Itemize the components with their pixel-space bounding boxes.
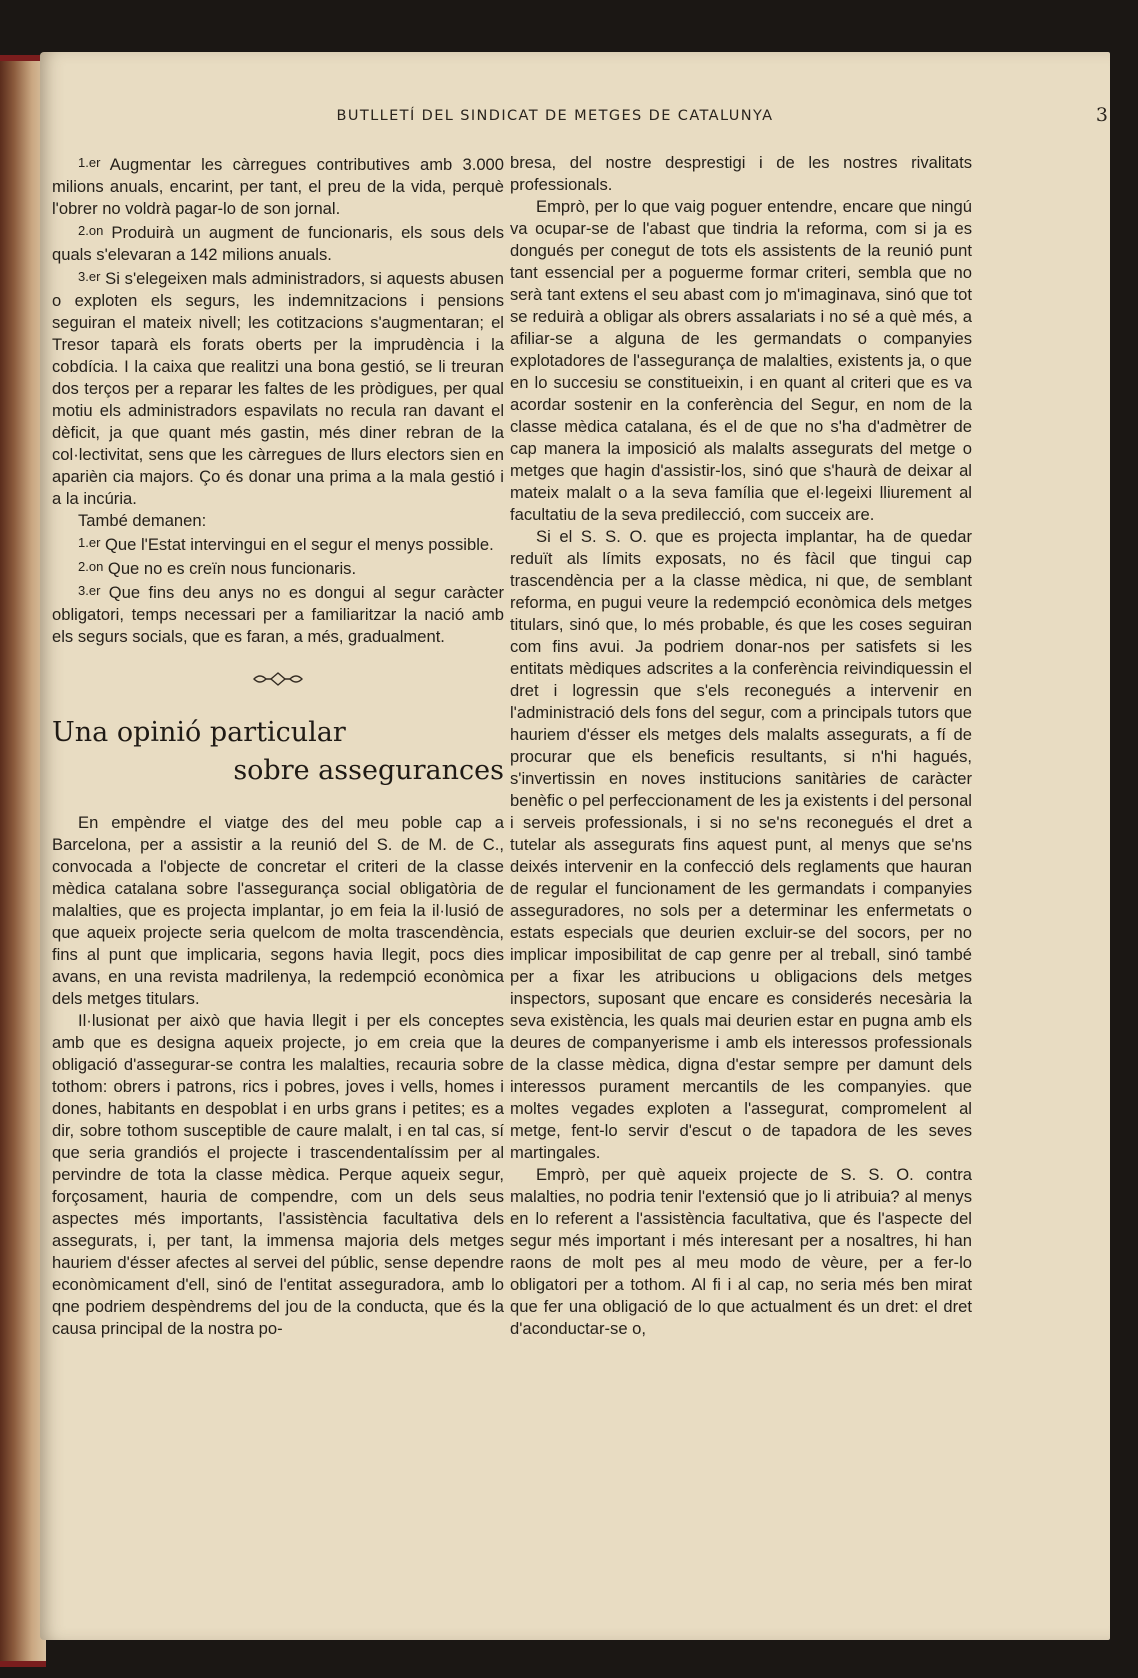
list-item: 3.er Si s'elegeixen mals administradors, si aquests abusen o exploten els segurs, les indemnitzacions i pensions seguiran el mateix nivell; les cotitzacions s'augmentaran; el Tresor taparà els forats oberts per la imprudència i la cobdícia. I la caixa que realitzi una bona gestió, se li treuran dos terços per a reparar les faltes de les pròdigues, per qual motiu els administradors espavilats no recula ran davant el dèficit, ja que quant més gastin, més diner rebran de la col·lectivitat, sens que les càrregues de llurs electors sien en aparièn cia majors. Ço és donar una prima a la mala gestió i a la incúria. <box>52 269 504 508</box>
list-item: 2.on Que no es creïn nous funcionaris. <box>78 559 357 578</box>
right-column <box>510 152 972 1340</box>
list-item: 1.er Que l'Estat intervingui en el segur el menys possible. <box>78 535 494 554</box>
paragraph: bresa, del nostre desprestigi i de les nostres rivalitats professionals. <box>510 153 972 194</box>
page-number: 3 <box>1095 104 1108 126</box>
list-item: 3.er Que fins deu anys no es dongui al segur caràcter obligatori, temps necessari per a familiaritzar la nació amb els segurs socials, que es faran, a més, gradualment. <box>52 583 504 646</box>
article-title: Una opinió particular sobre assegurances <box>52 717 504 786</box>
paragraph: Emprò, per lo que vaig poguer entendre, encare que ningú va ocupar-se de l'abast que tindria la reforma, com si ja es dongués per conegut de tots els assistents de la reunió punt tant essencial per a poguerme formar criteri, sembla que no serà tant extens el seu abast com jo m'imaginava, sinó que tot se reduirà a obligar als obrers assalariats i no sé a què més, a afiliar-se a alguna de les germandats o companyies explotadores de l'assegurança de malalties, existents ja, o que en lo succesiu se constitueixin, i en quant al criteri que es va acordar sostenir en la conferència del Segur, en nom de la classe mèdica catalana, és el de que no s'ha d'admètrer de cap manera la imposició als malalts assegurats del metge o metges que hagin d'assistir-los, sinó que s'haurà de deixar al mateix malalt o a la seva família que el·legeixi lliurement al facultatiu de la seva predilecció, com succeix are. <box>510 197 972 524</box>
list-item: 2.on Produirà un augment de funcionaris, els sous dels quals s'elevaran a 142 milions anuals. <box>52 223 504 264</box>
fleuron-icon <box>252 672 304 686</box>
paragraph: En empèndre el viatge des del meu poble cap a Barcelona, per a assistir a la reunió del S. de M. de C., convocada a l'objecte de concretar el criteri de la classe mèdica catalana sobre l'assegurança social obligatòria de malalties, que es projecta implantar, jo em feia la il·lusió de que aqueix projecte seria quelcom de molta trascendència, fins al punt que implicaria, segons havia llegit, pocs dies avans, en una revista madrilenya, la redempció econòmica dels metges titulars. <box>52 813 504 1008</box>
paragraph: Emprò, per què aqueix projecte de S. S. O. contra malalties, no podria tenir l'extensió que jo li atribuia? al menys en lo referent a l'assistència facultativa, que és l'aspecte del segur més important i més interesant per a nosaltres, hi han raons de molt pes al meu modo de vèure, per a fer-lo obligatori per a tothom. Al fi i al cap, no seria més ben mirat que fer una obligació de lo que actualment és un dret: el dret d'aconductar-se o, <box>510 1165 972 1338</box>
paragraph: Si el S. S. O. que es projecta implantar, ha de quedar reduït als límits exposats, no és fàcil que tingui cap trascendència per a la classe mèdica, ni que, de semblant reforma, en pugui veure la redempció econòmica dels metges titulars, sinó que, lo més probable, és que les coses seguiran com fins avui. Ja podriem donar-nos per satisfets si les entitats mèdiques adscrites a la conferència reivindiquessin el dret i logressin que s'els reconegués a intervenir en l'administració dels fons del segur, com a principals tutors que hauriem d'ésser els metges dels malalts assegurats, a fí de procurar que els beneficis resultants, si n'hi hagués, s'invertissin en noves institucions sanitàries de caràcter benèfic o pel perfeccionament de les ja existents i del personal i serveis professionals, i si no se'ns reconegués el dret a tutelar als assegurats fins aquest punt, al menys que se'ns deixés intervenir en la confecció dels reglaments que hauran de regular el funcionament de les germandats i companyies asseguradores, no sols per a determinar les enfermetats o estats especials que deurien excluir-se del socors, per no implicar imposibilitat de cap genre per al treball, sinó també per a fixar les atribucions u obligacions dels metges inspectors, suposant que encare es considerés necesària la seva existència, les quals mai deurien estar en pugna amb els deures de companyerisme i amb els interessos professionals de la classe mèdica, digna d'estar sempre per damunt dels interessos purament mercantils de les companyies. que moltes vegades exploten a l'assegurat, compromelent al metge, fent-lo servir d'escut o de tapadora de les seves martingales. <box>510 527 972 1162</box>
intro-line: També demanen: <box>78 511 207 530</box>
paragraph: Il·lusionat per això que havia llegit i per els conceptes amb que es designa aqueix projecte, jo em creia que la obligació d'assegurar-se contra les malalties, recauria sobre tothom: obrers i patrons, rics i pobres, joves i vells, homes i dones, habitants en despoblat i en urbs grans i petites; es a dir, sobre tothom susceptible de caure malalt, i en tal cas, sí que seria grandiós el projecte i trascendentalíssim per al pervindre de tota la classe mèdica. Perque aqueix segur, forçosament, hauria de compendre, com un dels seus aspectes més importants, l'assistència facultativa dels assegurats, i, per tant, la immensa majoria dels metges hauriem d'ésser afectes al servei del públic, sense dependre econòmicament d'ell, sinó de l'entitat asseguradora, amb lo qne podriem despèndrems del jou de la conducta, que és la causa principal de la nostra po- <box>52 1011 504 1338</box>
left-column <box>52 152 504 1340</box>
list-item: 1.er Augmentar les càrregues contributives amb 3.000 milions anuals, encarint, per tant, el preu de la vida, perquè l'obrer no voldrà pagar-lo de son jornal. <box>52 155 504 218</box>
running-head: BUTLLETÍ DEL SINDICAT DE METGES DE CATALUNYA <box>336 108 774 124</box>
ornament-icon <box>52 670 504 692</box>
